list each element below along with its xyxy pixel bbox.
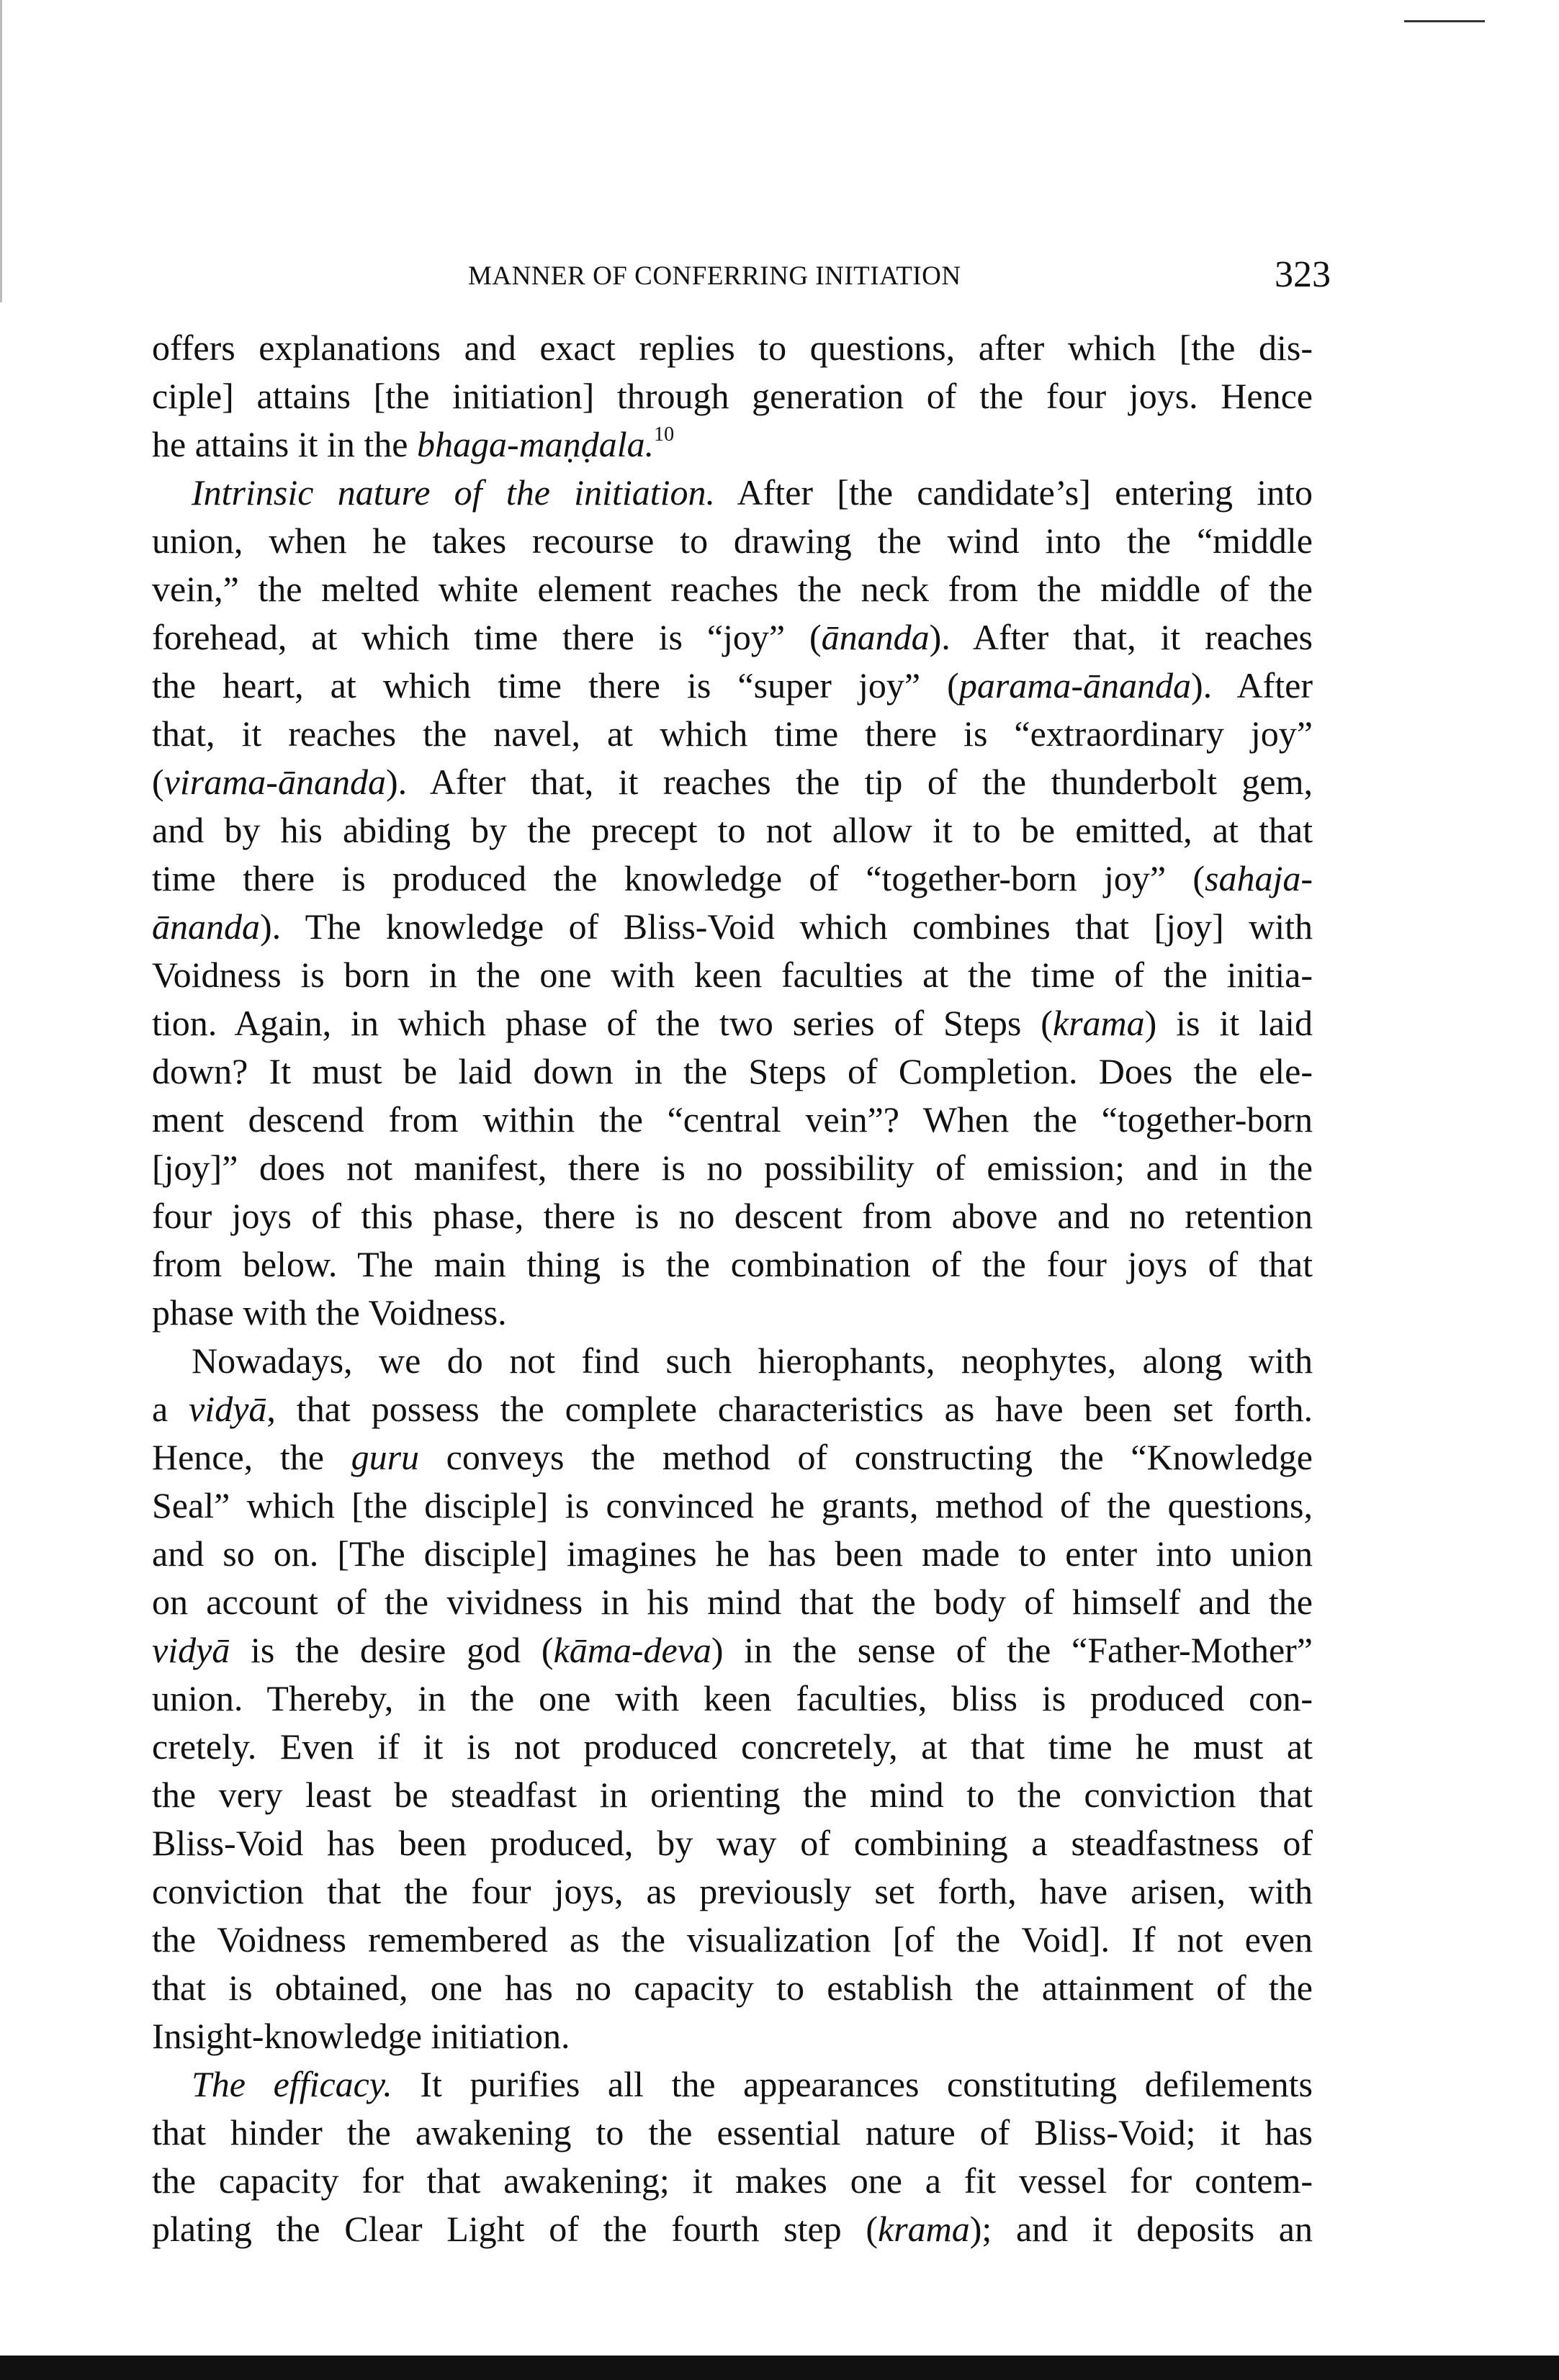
text-line xyxy=(152,1626,1313,1674)
text-run: union, when he takes recourse to drawing the wind into the “middle xyxy=(152,520,1313,561)
scan-edge-line xyxy=(0,0,2,302)
text-line xyxy=(152,1819,1313,1867)
text-run: ) is it laid xyxy=(1144,1003,1313,1043)
text-line xyxy=(152,324,1313,372)
italic-term: virama-ānanda xyxy=(163,762,386,802)
text-run: ). After xyxy=(1191,665,1313,706)
text-run: cretely. Even if it is not produced concretely, at that time he must at xyxy=(152,1726,1313,1767)
text-line xyxy=(152,1337,1313,1385)
text-line xyxy=(152,2060,1313,2109)
body-text xyxy=(152,324,1313,2253)
text-run: , that possess the complete characteristics as have been set forth. xyxy=(266,1389,1313,1429)
text-run: offers explanations and exact replies to questions, after which [the dis- xyxy=(152,328,1313,368)
text-run: on account of the vividness in his mind that the body of himself and the xyxy=(152,1582,1313,1622)
italic-term: krama xyxy=(1052,1003,1145,1043)
text-line xyxy=(152,758,1313,806)
italic-term: Intrinsic nature of the initiation. xyxy=(192,472,716,513)
text-line xyxy=(152,1916,1313,1964)
running-head: MANNER OF CONFERRING INITIATION xyxy=(468,261,961,291)
text-line xyxy=(152,1047,1313,1096)
text-run: conviction that the four joys, as previously set forth, have arisen, with xyxy=(152,1871,1313,1911)
text-line xyxy=(152,662,1313,710)
paragraph xyxy=(152,324,1313,469)
text-run: that is obtained, one has no capacity to establish the attainment of the xyxy=(152,1967,1313,2008)
italic-term: krama xyxy=(877,2209,970,2249)
text-run: ment descend from within the “central vein”? When the “together-born xyxy=(152,1099,1313,1140)
text-run: Seal” which [the disciple] is convinced he grants, method of the questions, xyxy=(152,1485,1313,1525)
text-run: and so on. [The disciple] imagines he has been made to enter into union xyxy=(152,1533,1313,1574)
text-run: conveys the method of constructing the “Knowledge xyxy=(419,1437,1313,1477)
text-line xyxy=(152,1385,1313,1433)
italic-term: guru xyxy=(351,1437,420,1477)
text-line xyxy=(152,1482,1313,1530)
text-run: Bliss-Void has been produced, by way of combining a steadfastness of xyxy=(152,1823,1313,1863)
text-run: that hinder the awakening to the essential nature of Bliss-Void; it has xyxy=(152,2112,1313,2153)
text-line xyxy=(152,2157,1313,2205)
text-run: phase with the Voidness. xyxy=(152,1292,507,1333)
text-run: ( xyxy=(152,762,164,802)
text-run: the very least be steadfast in orienting the mind to the conviction that xyxy=(152,1775,1313,1815)
text-run: the Voidness remembered as the visualization [of the Void]. If not even xyxy=(152,1919,1313,1960)
text-line xyxy=(152,469,1313,517)
text-line xyxy=(152,1192,1313,1240)
top-rule xyxy=(1404,20,1485,22)
italic-term: vidyā xyxy=(152,1630,230,1670)
text-line xyxy=(152,1240,1313,1289)
text-run: ciple] attains [the initiation] through generation of the four joys. Hence xyxy=(152,376,1313,416)
text-run: forehead, at which time there is “joy” ( xyxy=(152,617,822,657)
italic-term: ānanda xyxy=(821,617,930,657)
text-run: the capacity for that awakening; it makes one a fit vessel for contem- xyxy=(152,2160,1313,2201)
text-run: four joys of this phase, there is no descent from above and no retention xyxy=(152,1196,1313,1236)
scan-bottom-border xyxy=(0,2356,1559,2380)
text-line xyxy=(152,999,1313,1047)
text-line xyxy=(152,1578,1313,1626)
text-run: Insight-knowledge initiation. xyxy=(152,2016,570,2056)
italic-term: bhaga-maṇḍala. xyxy=(416,424,655,464)
text-line xyxy=(152,517,1313,565)
text-line xyxy=(152,1723,1313,1771)
text-run: ). After that, it reaches the tip of the thunderbolt gem, xyxy=(385,762,1313,802)
italic-term: ānanda xyxy=(152,906,260,947)
text-run: It purifies all the appearances constituting defilements xyxy=(392,2064,1313,2104)
text-run: ). The knowledge of Bliss-Void which combines that [joy] with xyxy=(260,906,1313,947)
text-line xyxy=(152,2012,1313,2060)
text-line xyxy=(152,1674,1313,1723)
text-line xyxy=(152,1867,1313,1916)
text-run: down? It must be laid down in the Steps of Completion. Does the ele- xyxy=(152,1051,1313,1091)
text-line xyxy=(152,1964,1313,2012)
text-run: ). After that, it reaches xyxy=(929,617,1313,657)
text-line xyxy=(152,1144,1313,1192)
text-line xyxy=(152,855,1313,903)
text-line xyxy=(152,710,1313,758)
text-run: from below. The main thing is the combination of the four joys of that xyxy=(152,1244,1313,1284)
text-line xyxy=(152,420,1313,469)
text-line xyxy=(152,951,1313,999)
italic-term: The efficacy. xyxy=(192,2064,392,2104)
text-run: [joy]” does not manifest, there is no possibility of emission; and in the xyxy=(152,1148,1313,1188)
text-run: the heart, at which time there is “super joy” ( xyxy=(152,665,959,706)
text-line xyxy=(152,806,1313,855)
text-line xyxy=(152,613,1313,662)
text-line xyxy=(152,565,1313,613)
text-run: After [the candidate’s] entering into xyxy=(715,472,1313,513)
page-number: 323 xyxy=(1275,254,1331,295)
text-run: Voidness is born in the one with keen faculties at the time of the initia- xyxy=(152,955,1313,995)
italic-term: parama-ānanda xyxy=(958,665,1192,706)
paragraph xyxy=(152,469,1313,1337)
text-run: ); and it deposits an xyxy=(969,2209,1313,2249)
paragraph xyxy=(152,2060,1313,2253)
text-run: time there is produced the knowledge of “together-born joy” ( xyxy=(152,858,1205,898)
text-line xyxy=(152,1096,1313,1144)
text-run: plating the Clear Light of the fourth step ( xyxy=(152,2209,878,2249)
text-run: he attains it in the xyxy=(152,424,417,464)
text-run: Hence, the xyxy=(152,1437,351,1477)
text-run: is the desire god ( xyxy=(230,1630,554,1670)
text-run: Nowadays, we do not find such hierophants, neophytes, along with xyxy=(192,1340,1313,1381)
text-run: a xyxy=(152,1389,189,1429)
text-line xyxy=(152,2109,1313,2157)
text-line xyxy=(152,1289,1313,1337)
text-run: that, it reaches the navel, at which time there is “extraordinary joy” xyxy=(152,713,1313,754)
italic-term: kāma-deva xyxy=(553,1630,711,1670)
text-run: union. Thereby, in the one with keen faculties, bliss is produced con- xyxy=(152,1678,1313,1718)
text-run: vein,” the melted white element reaches the neck from the middle of the xyxy=(152,569,1313,609)
text-run: tion. Again, in which phase of the two series of Steps ( xyxy=(152,1003,1053,1043)
text-line xyxy=(152,1771,1313,1819)
text-line xyxy=(152,903,1313,951)
text-line xyxy=(152,1530,1313,1578)
text-line xyxy=(152,372,1313,420)
text-run: and by his abiding by the precept to not allow it to be emitted, at that xyxy=(152,810,1313,850)
text-line xyxy=(152,2205,1313,2253)
paragraph xyxy=(152,1337,1313,2060)
italic-term: vidyā xyxy=(189,1389,267,1429)
text-run: ) in the sense of the “Father-Mother” xyxy=(711,1630,1313,1670)
italic-term: sahaja- xyxy=(1205,858,1313,898)
footnote-ref: 10 xyxy=(654,423,675,446)
text-line xyxy=(152,1433,1313,1482)
